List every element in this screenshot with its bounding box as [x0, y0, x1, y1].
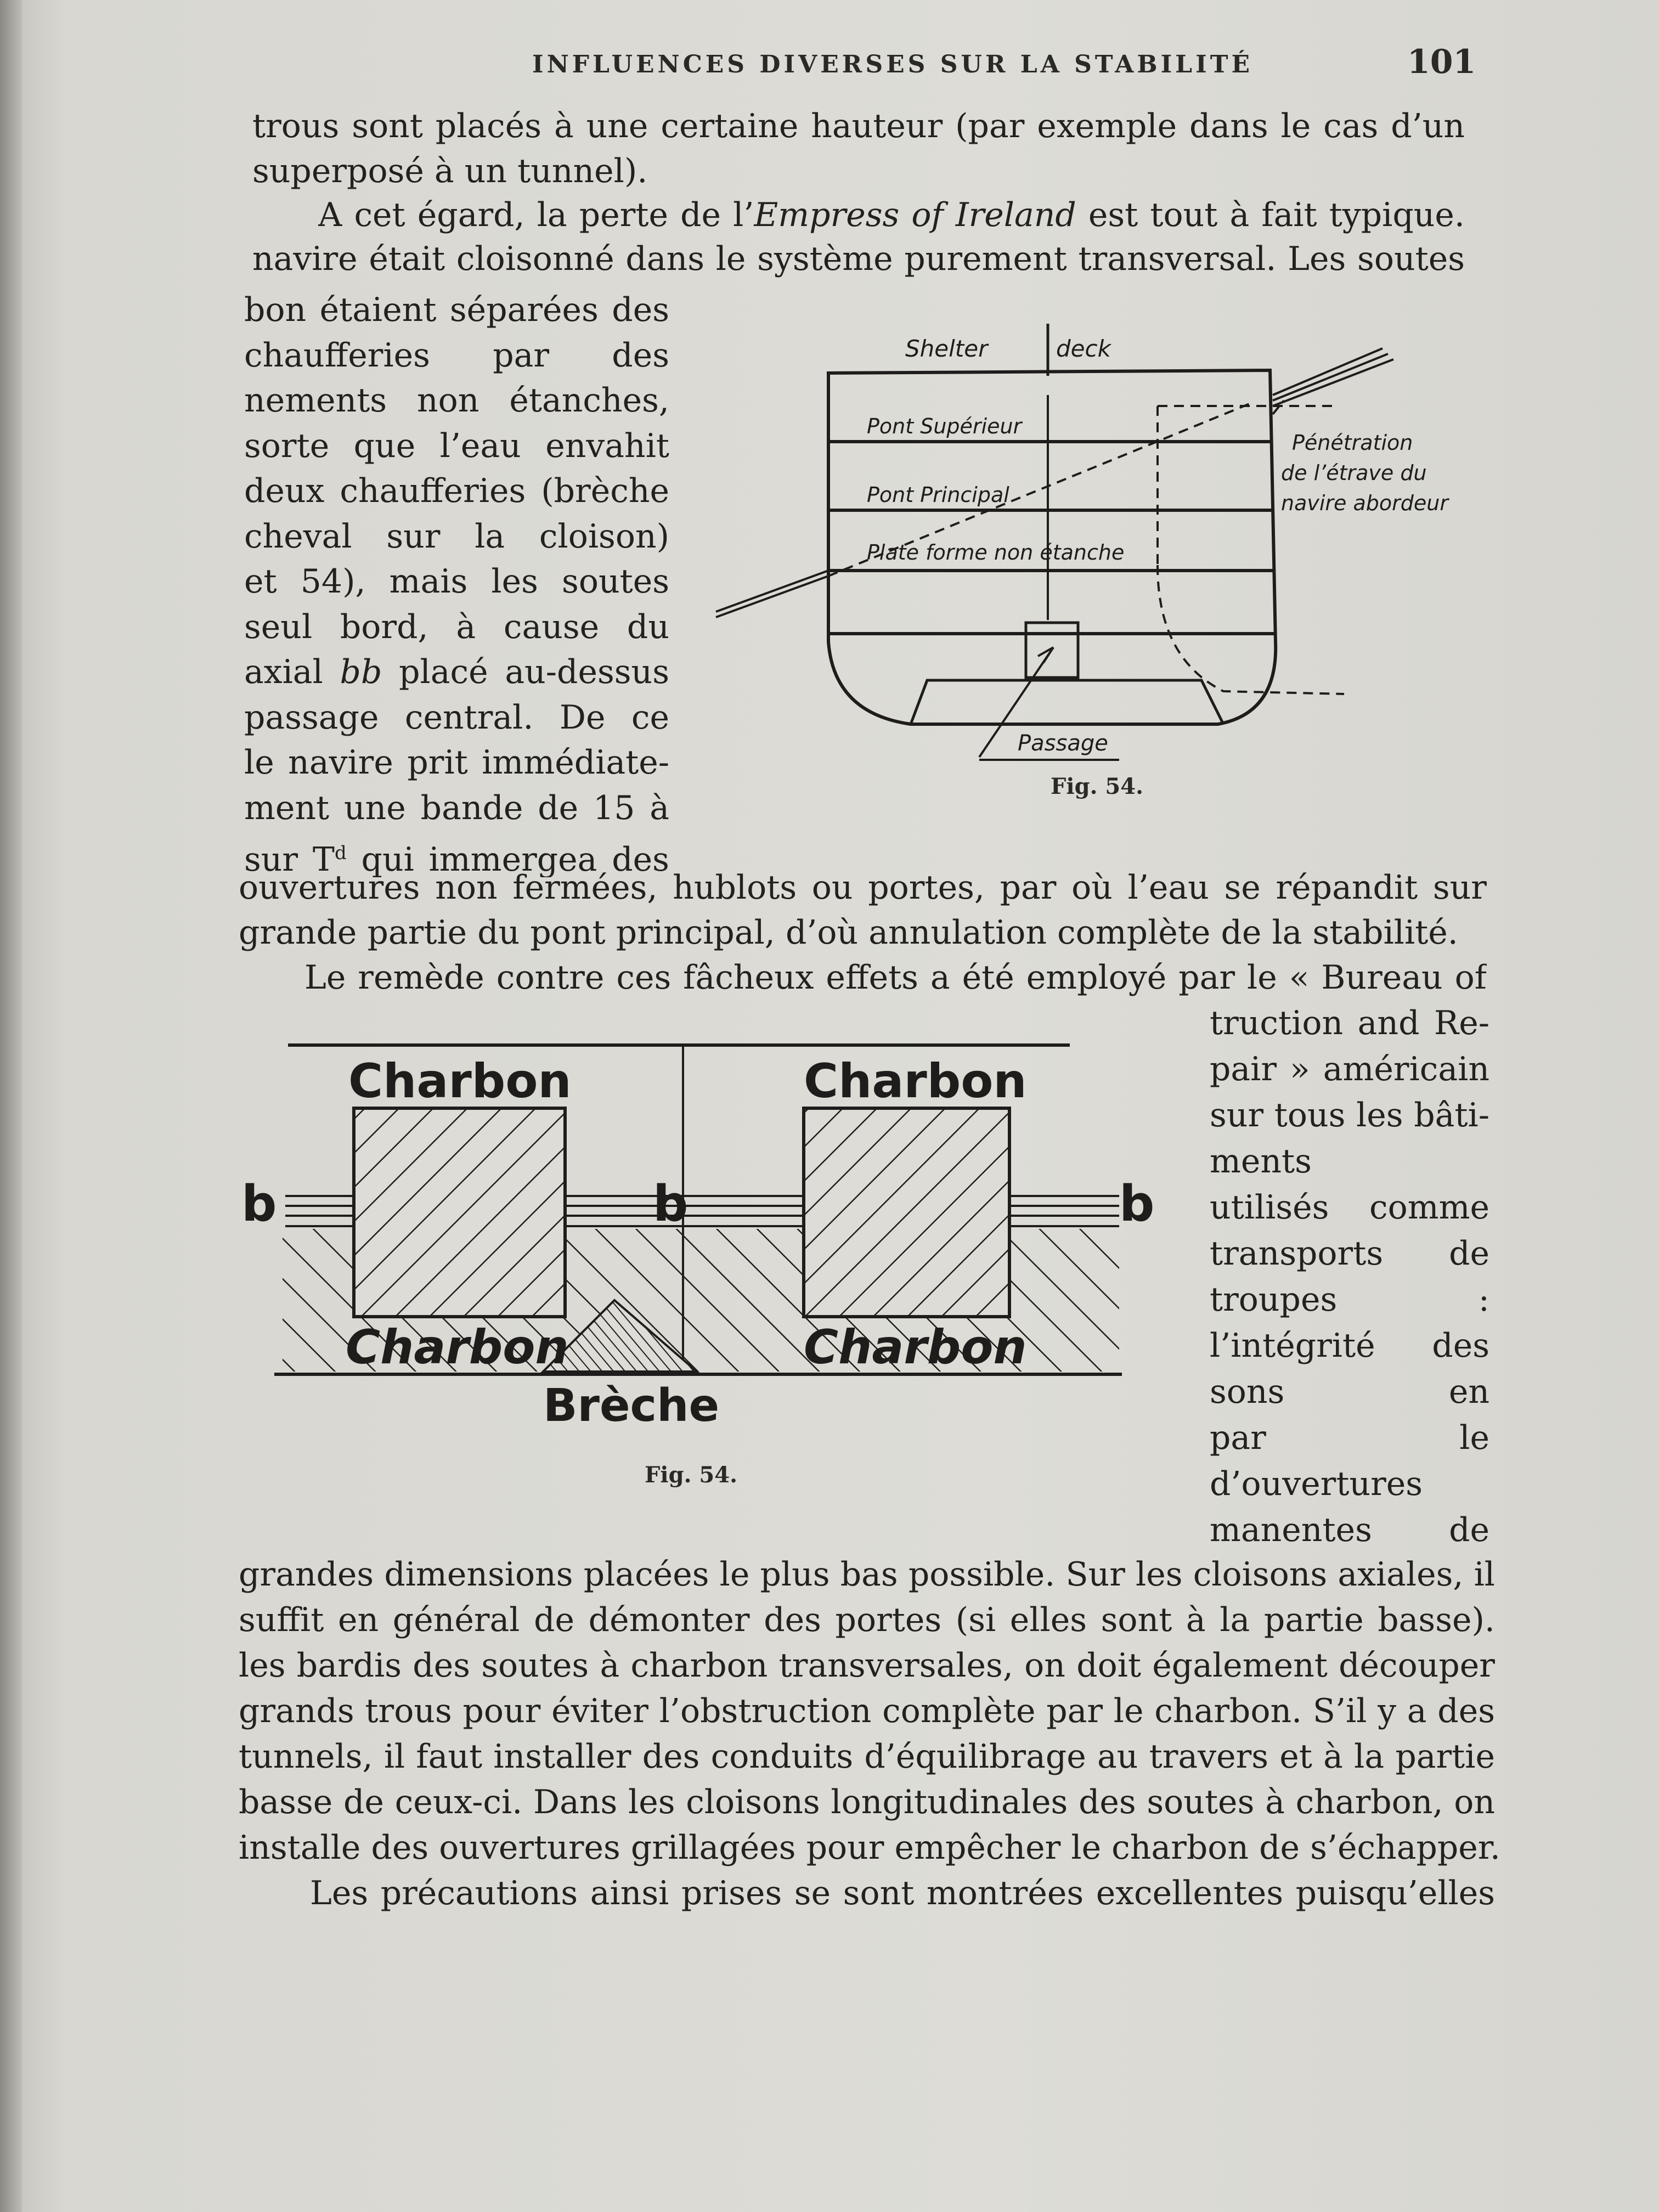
page-number: 101: [1407, 43, 1476, 81]
text-line: Le remède contre ces fâcheux effets a été employé par le « Bureau of: [304, 958, 1487, 997]
text-line: superposé à un tunnel).: [252, 152, 648, 190]
text-line: bon étaient séparées des: [244, 291, 669, 329]
label-penetration-1: Pénétration: [1292, 431, 1413, 455]
label-charbon: Charbon: [348, 1054, 572, 1109]
text-line: Les précautions ainsi prises se sont montrées excellentes puisqu’elles: [310, 1874, 1495, 1912]
text-fragment: est tout à fait typique.: [1088, 196, 1465, 234]
label-pont-principal: Pont Principal: [867, 483, 1009, 507]
text-line: basse de ceux-ci. Dans les cloisons longitudinales des soutes à charbon, on: [239, 1783, 1495, 1821]
text-line: truction and Re-: [1210, 1004, 1489, 1042]
text-line: navire était cloisonné dans le système purement transversal. Les soutes: [252, 240, 1465, 278]
text-line: le navire prit immédiate-: [244, 743, 669, 782]
text-line: grande partie du pont principal, d’où annulation complète de la stabilité.: [239, 913, 1458, 952]
text-line: deux chaufferies (brèche: [244, 472, 669, 510]
text-line: suffit en général de démonter des portes (si elles sont à la partie basse).: [239, 1601, 1495, 1639]
text-line: manentes de: [1210, 1511, 1489, 1549]
figure-ship-cross-section: [702, 307, 1481, 790]
figure-caption-bottom: Fig. 54.: [645, 1462, 738, 1488]
text-line: sur tous les bâti-: [1210, 1096, 1489, 1135]
text-line: sorte que l’eau envahit: [244, 426, 669, 465]
label-charbon: Charbon: [346, 1320, 569, 1375]
text-line: passage central. De ce: [244, 698, 669, 737]
label-deck: deck: [1056, 335, 1111, 362]
label-charbon: Charbon: [804, 1320, 1027, 1375]
text-line: utilisés comme: [1210, 1188, 1489, 1227]
figure-caption-top: Fig. 54.: [1051, 774, 1144, 799]
text-line: troupes :: [1210, 1280, 1489, 1319]
text-line: les bardis des soutes à charbon transversales, on doit également découper: [239, 1646, 1495, 1685]
text-line: chaufferies par des: [244, 336, 669, 375]
text-line: par le: [1210, 1419, 1489, 1457]
text-line: seul bord, à cause du: [244, 607, 669, 646]
label-shelter: Shelter: [905, 335, 988, 362]
label-b: b: [241, 1175, 277, 1233]
label-charbon: Charbon: [804, 1054, 1027, 1109]
text-line: axial bb placé au-dessus: [244, 653, 669, 691]
label-passage: Passage: [1018, 731, 1108, 756]
label-plate-forme: Plate forme non étanche: [867, 540, 1125, 565]
label-pont-superieur: Pont Supérieur: [867, 414, 1022, 438]
text-fragment: A cet égard, la perte de l’: [318, 196, 754, 234]
label-breche: Brèche: [543, 1380, 720, 1432]
text-line: transports de: [1210, 1234, 1489, 1273]
text-line: tunnels, il faut installer des conduits d’équilibrage au travers et à la partie: [239, 1737, 1495, 1776]
text-line: cheval sur la cloison): [244, 517, 669, 556]
text-line: l’intégrité des: [1210, 1327, 1489, 1365]
text-line: d’ouvertures: [1210, 1465, 1423, 1503]
running-title: INFLUENCES DIVERSES SUR LA STABILITÉ: [532, 50, 1253, 78]
text-line: grandes dimensions placées le plus bas possible. Sur les cloisons axiales, il: [239, 1555, 1495, 1594]
label-b: b: [1119, 1175, 1155, 1233]
text-line: pair » américain: [1210, 1050, 1489, 1088]
text-line: nements non étanches,: [244, 381, 669, 420]
page-binding-shadow: [0, 0, 22, 2212]
label-b: b: [653, 1175, 689, 1233]
text-line: sons en: [1210, 1373, 1489, 1411]
text-line: [318, 193, 1465, 239]
text-line: sur $T^d$ qui immergea des: [244, 840, 669, 877]
figure-coal-bunker-breach: [236, 1031, 1169, 1459]
text-line: grands trous pour éviter l’obstruction complète par le charbon. S’il y a des: [239, 1692, 1495, 1730]
text-line: et 54), mais les soutes: [244, 562, 669, 601]
label-penetration-3: navire abordeur: [1281, 491, 1448, 515]
label-penetration-2: de l’étrave du: [1281, 461, 1427, 485]
text-line: ments: [1210, 1142, 1312, 1181]
ship-name: Empress of Ireland: [754, 196, 1076, 234]
text-line: ouvertures non fermées, hublots ou portes, par où l’eau se répandit sur: [239, 868, 1487, 907]
text-line: installe des ouvertures grillagées pour empêcher le charbon de s’échapper.: [239, 1829, 1500, 1867]
text-line: ment une bande de 15 à: [244, 788, 669, 827]
text-line: trous sont placés à une certaine hauteur (par exemple dans le cas d’un: [252, 107, 1465, 145]
